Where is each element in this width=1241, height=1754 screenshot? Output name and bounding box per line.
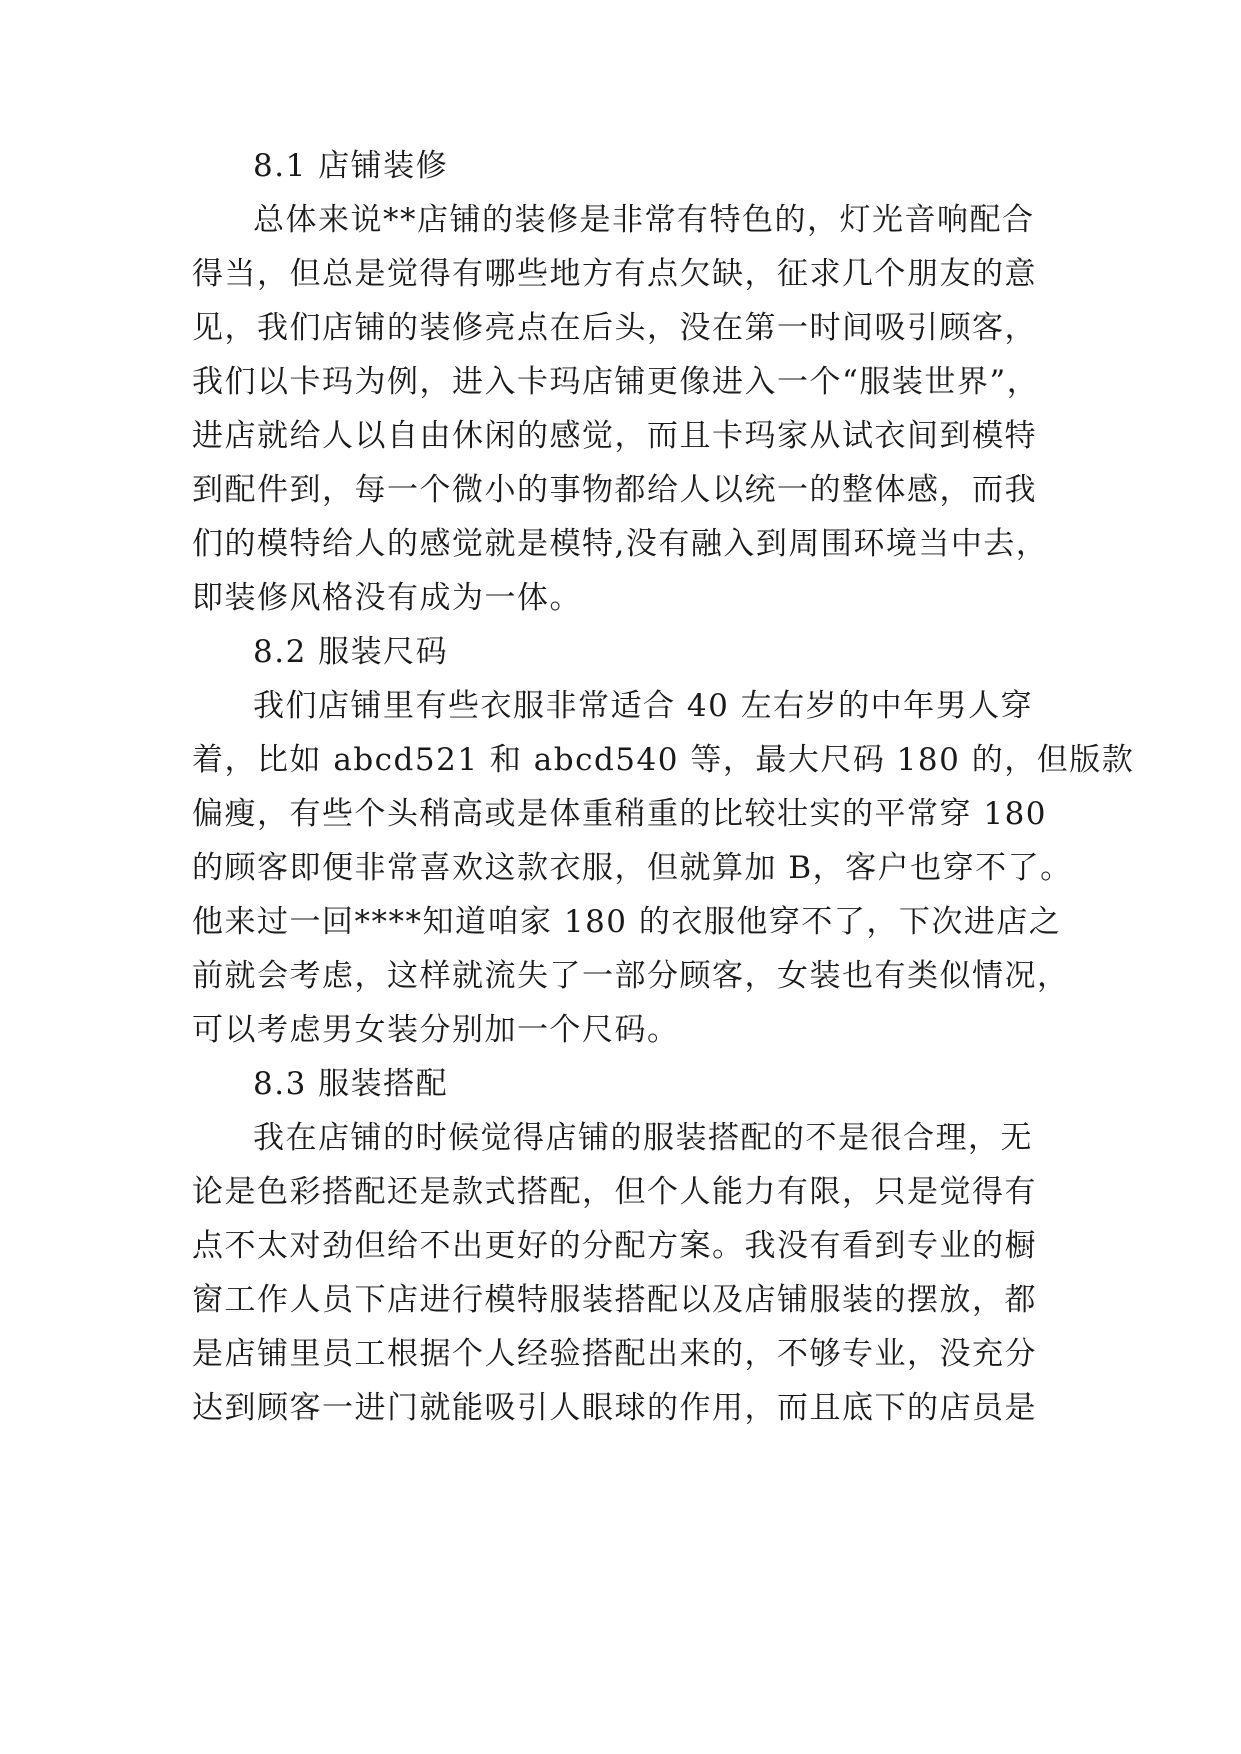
paragraph-line: 着，比如 abcd521 和 abcd540 等，最大尺码 180 的，但版款 bbox=[192, 742, 1135, 778]
paragraph-line: 我们店铺里有些衣服非常适合 40 左右岁的中年男人穿 bbox=[253, 688, 1034, 724]
paragraph-line: 的顾客即便非常喜欢这款衣服，但就算加 B，客户也穿不了。 bbox=[192, 850, 1073, 886]
paragraph-line: 点不太对劲但给不出更好的分配方案。我没有看到专业的橱 bbox=[192, 1228, 1037, 1264]
section-heading-8-1: 8.1 店铺装修 bbox=[253, 148, 449, 184]
paragraph-line: 到配件到，每一个微小的事物都给人以统一的整体感，而我 bbox=[192, 472, 1037, 508]
paragraph-line: 进店就给人以自由休闲的感觉，而且卡玛家从试衣间到模特 bbox=[192, 418, 1037, 454]
paragraph-line: 们的模特给人的感觉就是模特,没有融入到周围环境当中去， bbox=[192, 526, 1049, 562]
paragraph-line: 可以考虑男女装分别加一个尺码。 bbox=[192, 1012, 680, 1048]
paragraph-line: 论是色彩搭配还是款式搭配，但个人能力有限，只是觉得有 bbox=[192, 1174, 1037, 1210]
paragraph-line: 达到顾客一进门就能吸引人眼球的作用，而且底下的店员是 bbox=[192, 1390, 1037, 1426]
paragraph-line: 我在店铺的时候觉得店铺的服装搭配的不是很合理，无 bbox=[253, 1120, 1033, 1156]
paragraph-line: 前就会考虑，这样就流失了一部分顾客，女装也有类似情况， bbox=[192, 958, 1070, 994]
paragraph-line: 是店铺里员工根据个人经验搭配出来的，不够专业，没充分 bbox=[192, 1336, 1037, 1372]
paragraph-line: 窗工作人员下店进行模特服装搭配以及店铺服装的摆放，都 bbox=[192, 1282, 1037, 1318]
paragraph-line: 他来过一回****知道咱家 180 的衣服他穿不了，下次进店之 bbox=[192, 904, 1062, 940]
paragraph-line: 总体来说**店铺的装修是非常有特色的，灯光音响配合 bbox=[253, 202, 1035, 238]
paragraph-line: 得当，但总是觉得有哪些地方有点欠缺，征求几个朋友的意 bbox=[192, 256, 1037, 292]
paragraph-line: 即装修风格没有成为一体。 bbox=[192, 580, 582, 616]
section-heading-8-3: 8.3 服装搭配 bbox=[253, 1066, 449, 1102]
paragraph-line: 见，我们店铺的装修亮点在后头，没在第一时间吸引顾客， bbox=[192, 310, 1037, 346]
section-heading-8-2: 8.2 服装尺码 bbox=[253, 634, 449, 670]
paragraph-line: 我们以卡玛为例，进入卡玛店铺更像进入一个“服装世界”， bbox=[192, 364, 1040, 400]
paragraph-line: 偏瘦，有些个头稍高或是体重稍重的比较壮实的平常穿 180 bbox=[192, 796, 1048, 832]
